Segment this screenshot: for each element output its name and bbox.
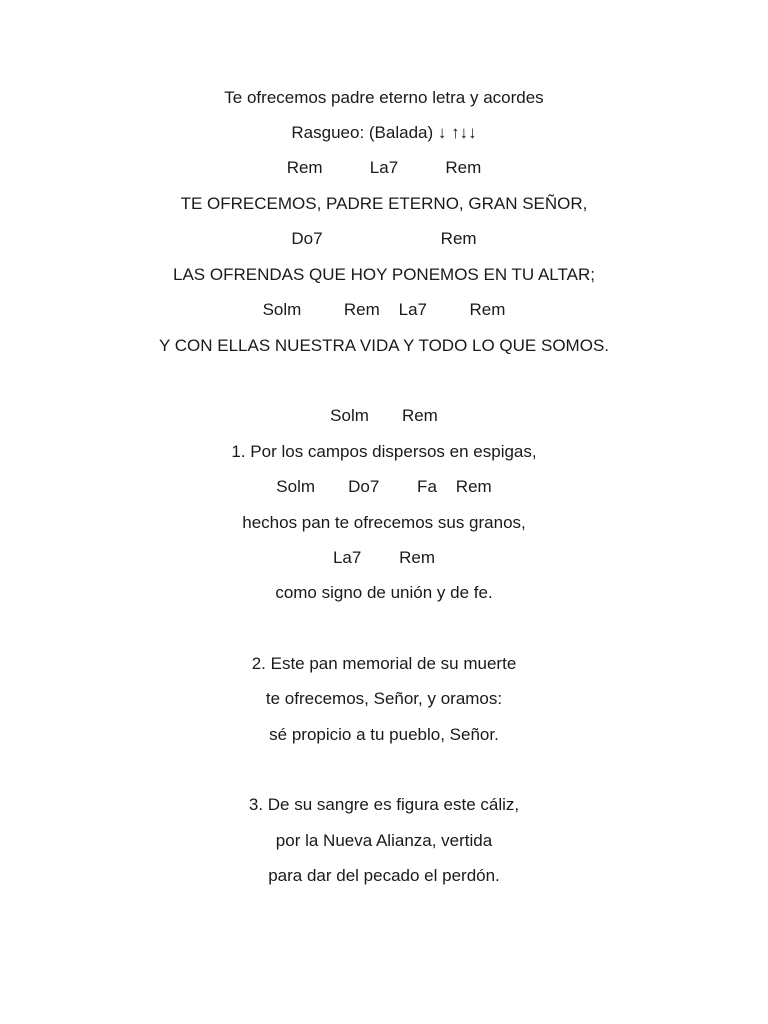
verse1-chords-2: Solm Do7 Fa Rem — [276, 477, 492, 496]
verse1-chords-1: Solm Rem — [330, 406, 438, 425]
strum-pattern: Rasgueo: (Balada) ↓ ↑↓↓ — [291, 123, 477, 142]
chorus-lyric-2: LAS OFRENDAS QUE HOY PONEMOS EN TU ALTAR; — [173, 265, 595, 284]
verse1-lyric-3: como signo de unión y de fe. — [275, 583, 493, 602]
chorus-lyric-1: TE OFRECEMOS, PADRE ETERNO, GRAN SEÑOR, — [180, 194, 588, 213]
chorus-chords-2: Do7 Rem — [291, 229, 477, 248]
verse1-lyric-1: 1. Por los campos dispersos en espigas, — [231, 442, 537, 461]
chorus-chords-3: Solm Rem La7 Rem — [262, 300, 506, 319]
chorus-chords-1: Rem La7 Rem — [286, 158, 482, 177]
verse2-lyric-2: te ofrecemos, Señor, y oramos: — [265, 689, 503, 708]
verse3-lyric-2: por la Nueva Alianza, vertida — [275, 831, 493, 850]
verse3-lyric-1: 3. De su sangre es figura este cáliz, — [248, 795, 520, 814]
verse1-lyric-2: hechos pan te ofrecemos sus granos, — [242, 513, 526, 532]
verse2-lyric-3: sé propicio a tu pueblo, Señor. — [269, 725, 499, 744]
chorus-lyric-3: Y CON ELLAS NUESTRA VIDA Y TODO LO QUE SOMOS. — [158, 336, 610, 355]
verse1-chords-3: La7 Rem — [332, 548, 436, 567]
verse2-lyric-1: 2. Este pan memorial de su muerte — [251, 654, 517, 673]
verse3-lyric-3: para dar del pecado el perdón. — [268, 866, 500, 885]
song-title: Te ofrecemos padre eterno letra y acordes — [224, 88, 544, 107]
